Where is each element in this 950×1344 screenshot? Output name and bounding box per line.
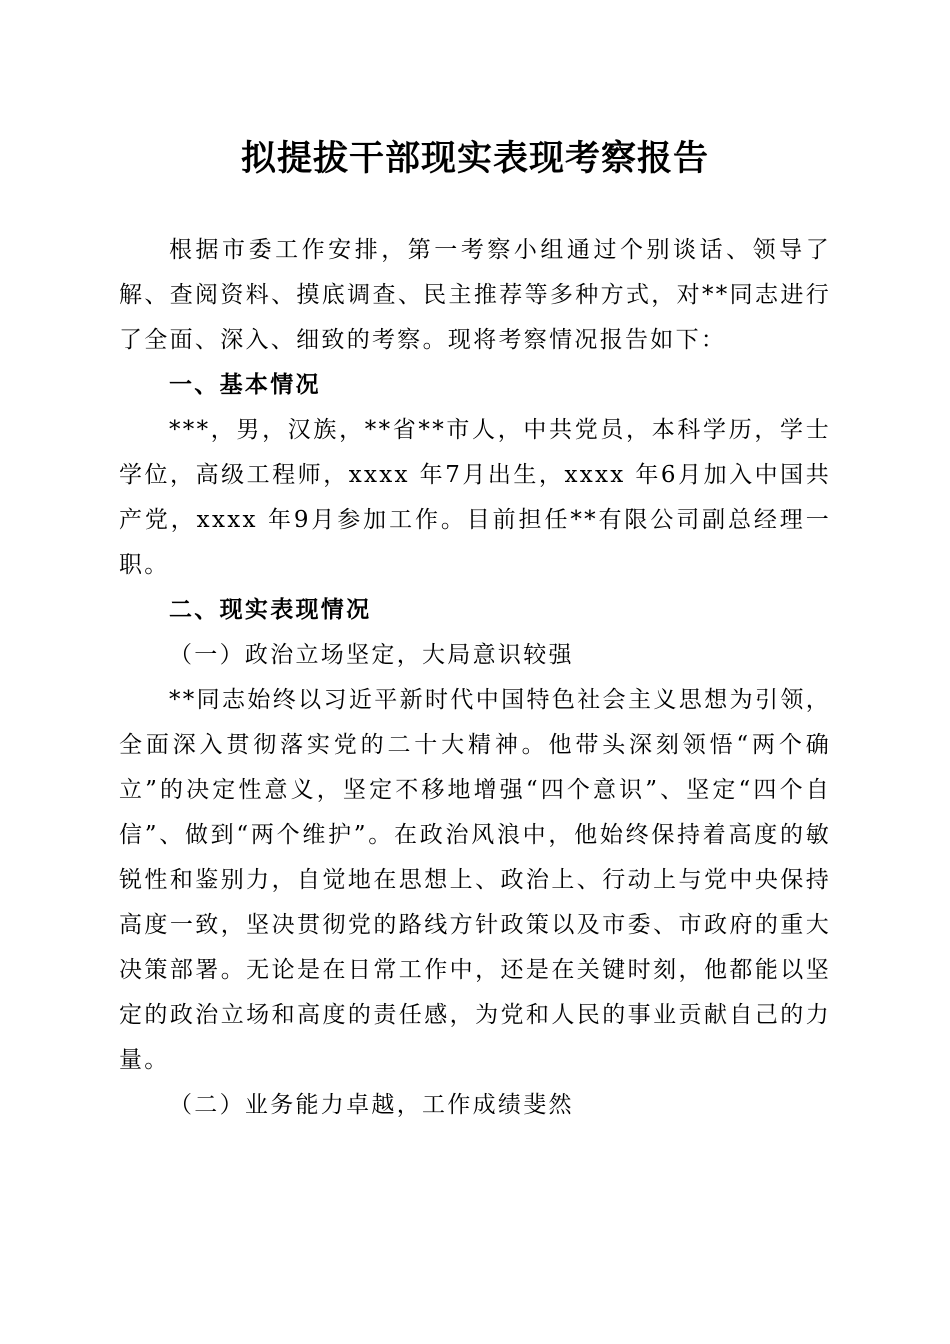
subsection-heading-work-ability: （二）业务能力卓越，工作成绩斐然 [169,1092,574,1118]
intro-paragraph: 根据市委工作安排，第一考察小组通过个别谈话、领导了解、查阅资料、摸底调查、民主推荐等多种方式，对**同志进行了全面、深入、细致的考察。现将考察情况报告如下： [119,237,831,353]
document-body [119,228,831,1128]
subsection-heading-political-stance: （一）政治立场坚定，大局意识较强 [169,642,574,668]
political-stance-paragraph: **同志始终以习近平新时代中国特色社会主义思想为引领，全面深入贯彻落实党的二十大精神。他带头深刻领悟“两个确立”的决定性意义，坚定不移地增强“四个意识”、坚定“四个自信”、做到“两个维护”。在政治风浪中，他始终保持着高度的敏锐性和鉴别力，自觉地在思想上、政治上、行动上与党中央保持高度一致，坚决贯彻党的路线方针政策以及市委、市政府的重大决策部署。无论是在日常工作中，还是在关键时刻，他都能以坚定的政治立场和高度的责任感，为党和人民的事业贡献自己的力量。 [119,687,831,1073]
basic-info-paragraph: ***，男，汉族，**省**市人，中共党员，本科学历，学士学位，高级工程师，xxxx 年7月出生，xxxx 年6月加入中国共产党，xxxx 年9月参加工作。目前担任**有限公司副总经理一职。 [119,417,831,578]
section-heading-performance: 二、现实表现情况 [169,597,372,623]
section-heading-basic-info: 一、基本情况 [169,372,321,398]
document-title: 拟提拔干部现实表现考察报告 [240,138,709,179]
